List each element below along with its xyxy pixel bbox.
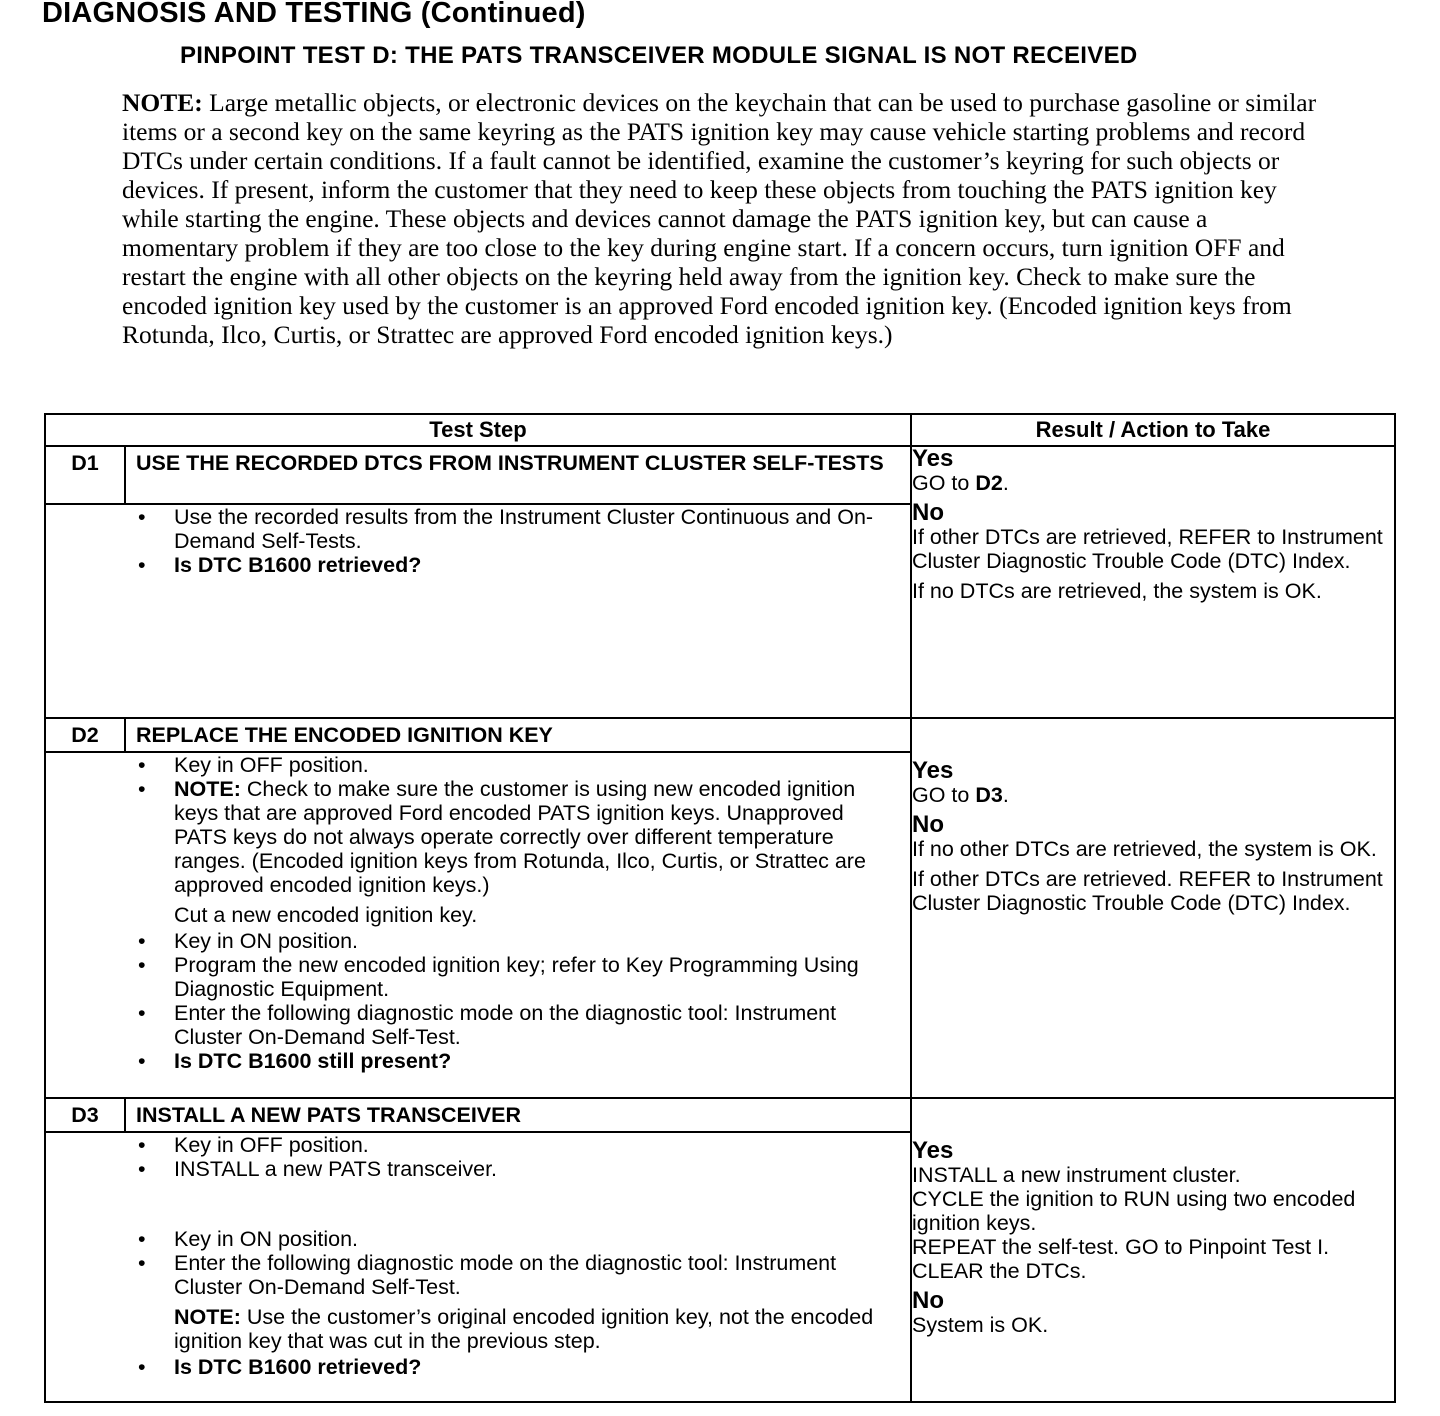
result-cell [911, 1098, 1395, 1402]
step-body-cell [45, 1132, 911, 1402]
yes-text: GO to [912, 471, 970, 495]
step-header-row [45, 446, 1395, 504]
note-paragraph [122, 88, 1322, 349]
note-text: Check to make sure the customer is using new encoded ignition keys that are approved Ford encoded PATS ignition keys. Unapproved PATS keys do not always operate correctly over different temperature ranges. (Encoded ignition keys from Rotunda, Ilco, Curtis, or Strattec are approved encoded ignition keys.) [174, 777, 866, 897]
list-item: • Enter the following diagnostic mode on the diagnostic tool: Instrument Cluster On-Demand Self-Test. [174, 1001, 880, 1049]
step-list [46, 753, 910, 1073]
list-item: • Key in OFF position. [174, 753, 880, 777]
test-step-header: Test Step [45, 414, 911, 446]
list-item: • Enter the following diagnostic mode on the diagnostic tool: Instrument Cluster On-Demand Self-Test. [174, 1251, 880, 1299]
step-title: INSTALL A NEW PATS TRANSCEIVER [136, 1103, 522, 1127]
list-item [174, 1355, 880, 1379]
list-item: • Use the recorded results from the Instrument Cluster Continuous and On-Demand Self-Tests. [174, 505, 880, 553]
note-text: Large metallic objects, or electronic devices on the keychain that can be used to purchase gasoline or similar items or a second key on the same keyring as the PATS ignition key may cause vehicle starting problems and record DTCs under certain conditions. If a fault cannot be identified, examine the customer’s keyring for such objects or devices. If present, inform the customer that they need to keep these objects from touching the PATS ignition key while starting the engine. These objects and devices cannot damage the PATS ignition key, but can cause a momentary problem if they are too close to the key during engine start. If a concern occurs, turn ignition OFF and restart the engine with all other objects on the keyring held away from the ignition key. Check to make sure the encoded ignition key used by the customer is an approved Ford encoded ignition key. (Encoded ignition keys from Rotunda, Ilco, Curtis, or Strattec are approved Ford encoded ignition keys.) [122, 88, 1317, 349]
list-item [174, 777, 880, 897]
step-body-cell [45, 504, 911, 718]
no-label: No [912, 811, 944, 838]
step-header-cell [45, 718, 911, 752]
step-body-cell [45, 752, 911, 1098]
question-text: Is DTC B1600 retrieved? [174, 553, 422, 577]
question-text: Is DTC B1600 still present? [174, 1049, 452, 1073]
yes-label: Yes [912, 757, 954, 784]
no-label: No [912, 1287, 944, 1314]
no-action: If no DTCs are retrieved, the system is OK. [912, 579, 1322, 603]
no-action: System is OK. [912, 1313, 1049, 1337]
step-title: USE THE RECORDED DTCS FROM INSTRUMENT CLUSTER SELF-TESTS [136, 451, 884, 475]
list-item: • Key in OFF position. [174, 1133, 880, 1157]
yes-text: GO to [912, 783, 970, 807]
pinpoint-test-title: PINPOINT TEST D: THE PATS TRANSCEIVER MODULE SIGNAL IS NOT RECEIVED [180, 42, 1138, 69]
diagnostic-table [44, 413, 1396, 1403]
yes-action: REPEAT the self-test. GO to Pinpoint Test I. CLEAR the DTCs. [912, 1235, 1330, 1283]
list-item: Cut a new encoded ignition key. [174, 903, 478, 927]
yes-target: D3 [975, 783, 1003, 807]
yes-label: Yes [912, 1137, 954, 1164]
yes-action: GO to D3. [912, 783, 1009, 807]
note-label: NOTE: [122, 88, 203, 117]
step-header-cell [45, 446, 911, 504]
no-action: If other DTCs are retrieved. REFER to Instrument Cluster Diagnostic Trouble Code (DTC) Index. [912, 867, 1383, 915]
yes-action: CYCLE the ignition to RUN using two encoded ignition keys. [912, 1187, 1356, 1235]
step-list [46, 505, 910, 577]
list-item: • Key in ON position. [174, 929, 880, 953]
no-action: If no other DTCs are retrieved, the system is OK. [912, 837, 1377, 861]
step-header-row [45, 718, 1395, 752]
question-text: Is DTC B1600 retrieved? [174, 1355, 422, 1379]
step-list [46, 1133, 910, 1379]
table-header-row [45, 414, 1395, 446]
yes-target: D2 [975, 471, 1003, 495]
no-action: If other DTCs are retrieved, REFER to Instrument Cluster Diagnostic Trouble Code (DTC) Index. [912, 525, 1383, 573]
step-id: D1 [46, 447, 126, 503]
step-id: D3 [46, 1099, 126, 1131]
list-item: • INSTALL a new PATS transceiver. [174, 1157, 880, 1181]
list-item: • Program the new encoded ignition key; refer to Key Programming Using Diagnostic Equipment. [174, 953, 880, 1001]
step-header-cell [45, 1098, 911, 1132]
yes-label: Yes [912, 445, 954, 472]
no-label: No [912, 499, 944, 526]
step-header-row [45, 1098, 1395, 1132]
yes-action: INSTALL a new instrument cluster. [912, 1163, 1241, 1187]
list-item [174, 1049, 880, 1073]
list-item [174, 553, 880, 577]
step-title: REPLACE THE ENCODED IGNITION KEY [136, 723, 553, 747]
yes-action: GO to D2. [912, 471, 1009, 495]
note-label: NOTE: [174, 777, 241, 801]
page-heading: DIAGNOSIS AND TESTING (Continued) [42, 0, 586, 29]
result-header: Result / Action to Take [911, 414, 1395, 446]
note-text: Use the customer’s original encoded ignition key, not the encoded ignition key that was cut in the previous step. [174, 1305, 874, 1353]
result-cell [911, 446, 1395, 718]
result-cell [911, 718, 1395, 1098]
step-id: D2 [46, 719, 126, 751]
list-item: • Key in ON position. [174, 1227, 880, 1251]
list-item [174, 1305, 880, 1353]
note-label: NOTE: [174, 1305, 241, 1329]
